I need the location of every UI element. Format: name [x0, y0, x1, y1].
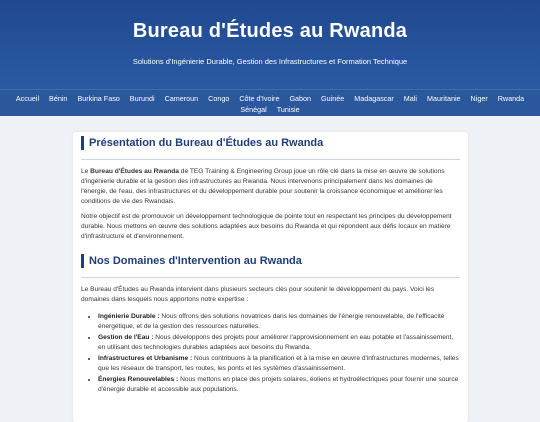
- presentation-heading: Présentation du Bureau d'Études au Rwanda: [81, 136, 460, 150]
- nav-item-cameroun[interactable]: Cameroun: [164, 94, 199, 103]
- section-header-presentation: [81, 136, 460, 160]
- page-header: [0, 0, 540, 89]
- nav-item-burundi[interactable]: Burundi: [129, 94, 155, 103]
- domains-list: [81, 312, 460, 395]
- nav-item-gabon[interactable]: Gabon: [289, 94, 312, 103]
- nav-item-senegal[interactable]: Sénégal: [240, 105, 267, 114]
- site-title: Bureau d'Études au Rwanda: [132, 20, 408, 42]
- site-subtitle: Solutions d'Ingénierie Durable, Gestion des Infrastructures et Formation Technique: [132, 57, 408, 66]
- nav-item-niger[interactable]: Niger: [470, 94, 488, 103]
- content-card: [73, 132, 468, 422]
- nav-item-guinee[interactable]: Guinée: [321, 94, 345, 103]
- nav-item-burkina-faso[interactable]: Burkina Faso: [77, 94, 120, 103]
- domains-intro: Le Bureau d'Études au Rwanda intervient dans plusieurs secteurs clés pour soutenir le développement du pays. Voici les domaines dans lesquels nous apportons notre expertise :: [81, 286, 435, 303]
- presentation-paragraph-2: Notre objectif est de promouvoir un développement technologique de pointe tout en respectant les principes du développement durable. Nous mettons en œuvre des solutions adaptées aux besoins du Rwanda et qui répondent aux défis locaux en matière d'infrastructure et d'environnement.: [81, 213, 452, 240]
- nav-item-congo[interactable]: Congo: [208, 94, 230, 103]
- list-item: • Gestion de l'Eau : Nous développons des projets pour améliorer l'approvisionnement en eau potable et l'assainissement, en utilisant des technologies durables adaptées aux besoins du Rwanda.: [98, 333, 460, 353]
- domains-heading: Nos Domaines d'Intervention au Rwanda: [81, 254, 460, 268]
- nav-item-mali[interactable]: Mali: [403, 94, 417, 103]
- list-item: • Infrastructures et Urbanisme : Nous contribuons à la planification et à la mise en œuvre d'infrastructures modernes, telles que les réseaux de transport, les routes, les ponts et les systèmes d'assainissement.: [98, 354, 460, 374]
- nav-item-accueil[interactable]: Accueil: [15, 94, 40, 103]
- nav-item-tunisie[interactable]: Tunisie: [276, 105, 300, 114]
- nav-item-madagascar[interactable]: Madagascar: [354, 94, 394, 103]
- bureau-name-bold: Bureau d'Études au Rwanda: [90, 168, 179, 175]
- nav-item-rwanda[interactable]: Rwanda: [497, 94, 525, 103]
- nav-item-benin[interactable]: Bénin: [49, 94, 68, 103]
- nav-item-mauritanie[interactable]: Mauritanie: [426, 94, 461, 103]
- nav-item-cote-divoire[interactable]: Côte d'Ivoire: [239, 94, 280, 103]
- presentation-paragraph-1: Le Bureau d'Études au Rwanda de TEG Training & Engineering Group joue un rôle clé dans la mise en œuvre de solutions d'ingénierie durable et la gestion des infrastructures au Rwanda. Nous intervenons principalement dans les domaines de l'énergie, de l'eau, des infrastructures et du développement durable pour soutenir la croissance économique et améliorer les conditions de vie des Rwandais.: [81, 168, 445, 205]
- section-header-domains: [81, 254, 460, 278]
- list-item: • Énergies Renouvelables : Nous mettons en place des projets solaires, éoliens et hydroélectriques pour fournir une source d'énergie durable et accessible aux populations.: [98, 375, 460, 395]
- list-item: • Ingénierie Durable : Nous offrons des solutions novatrices dans les domaines de l'énergie renouvelable, de l'efficacité énergétique, et de la gestion des ressources naturelles.: [98, 312, 460, 332]
- country-nav: [0, 89, 540, 116]
